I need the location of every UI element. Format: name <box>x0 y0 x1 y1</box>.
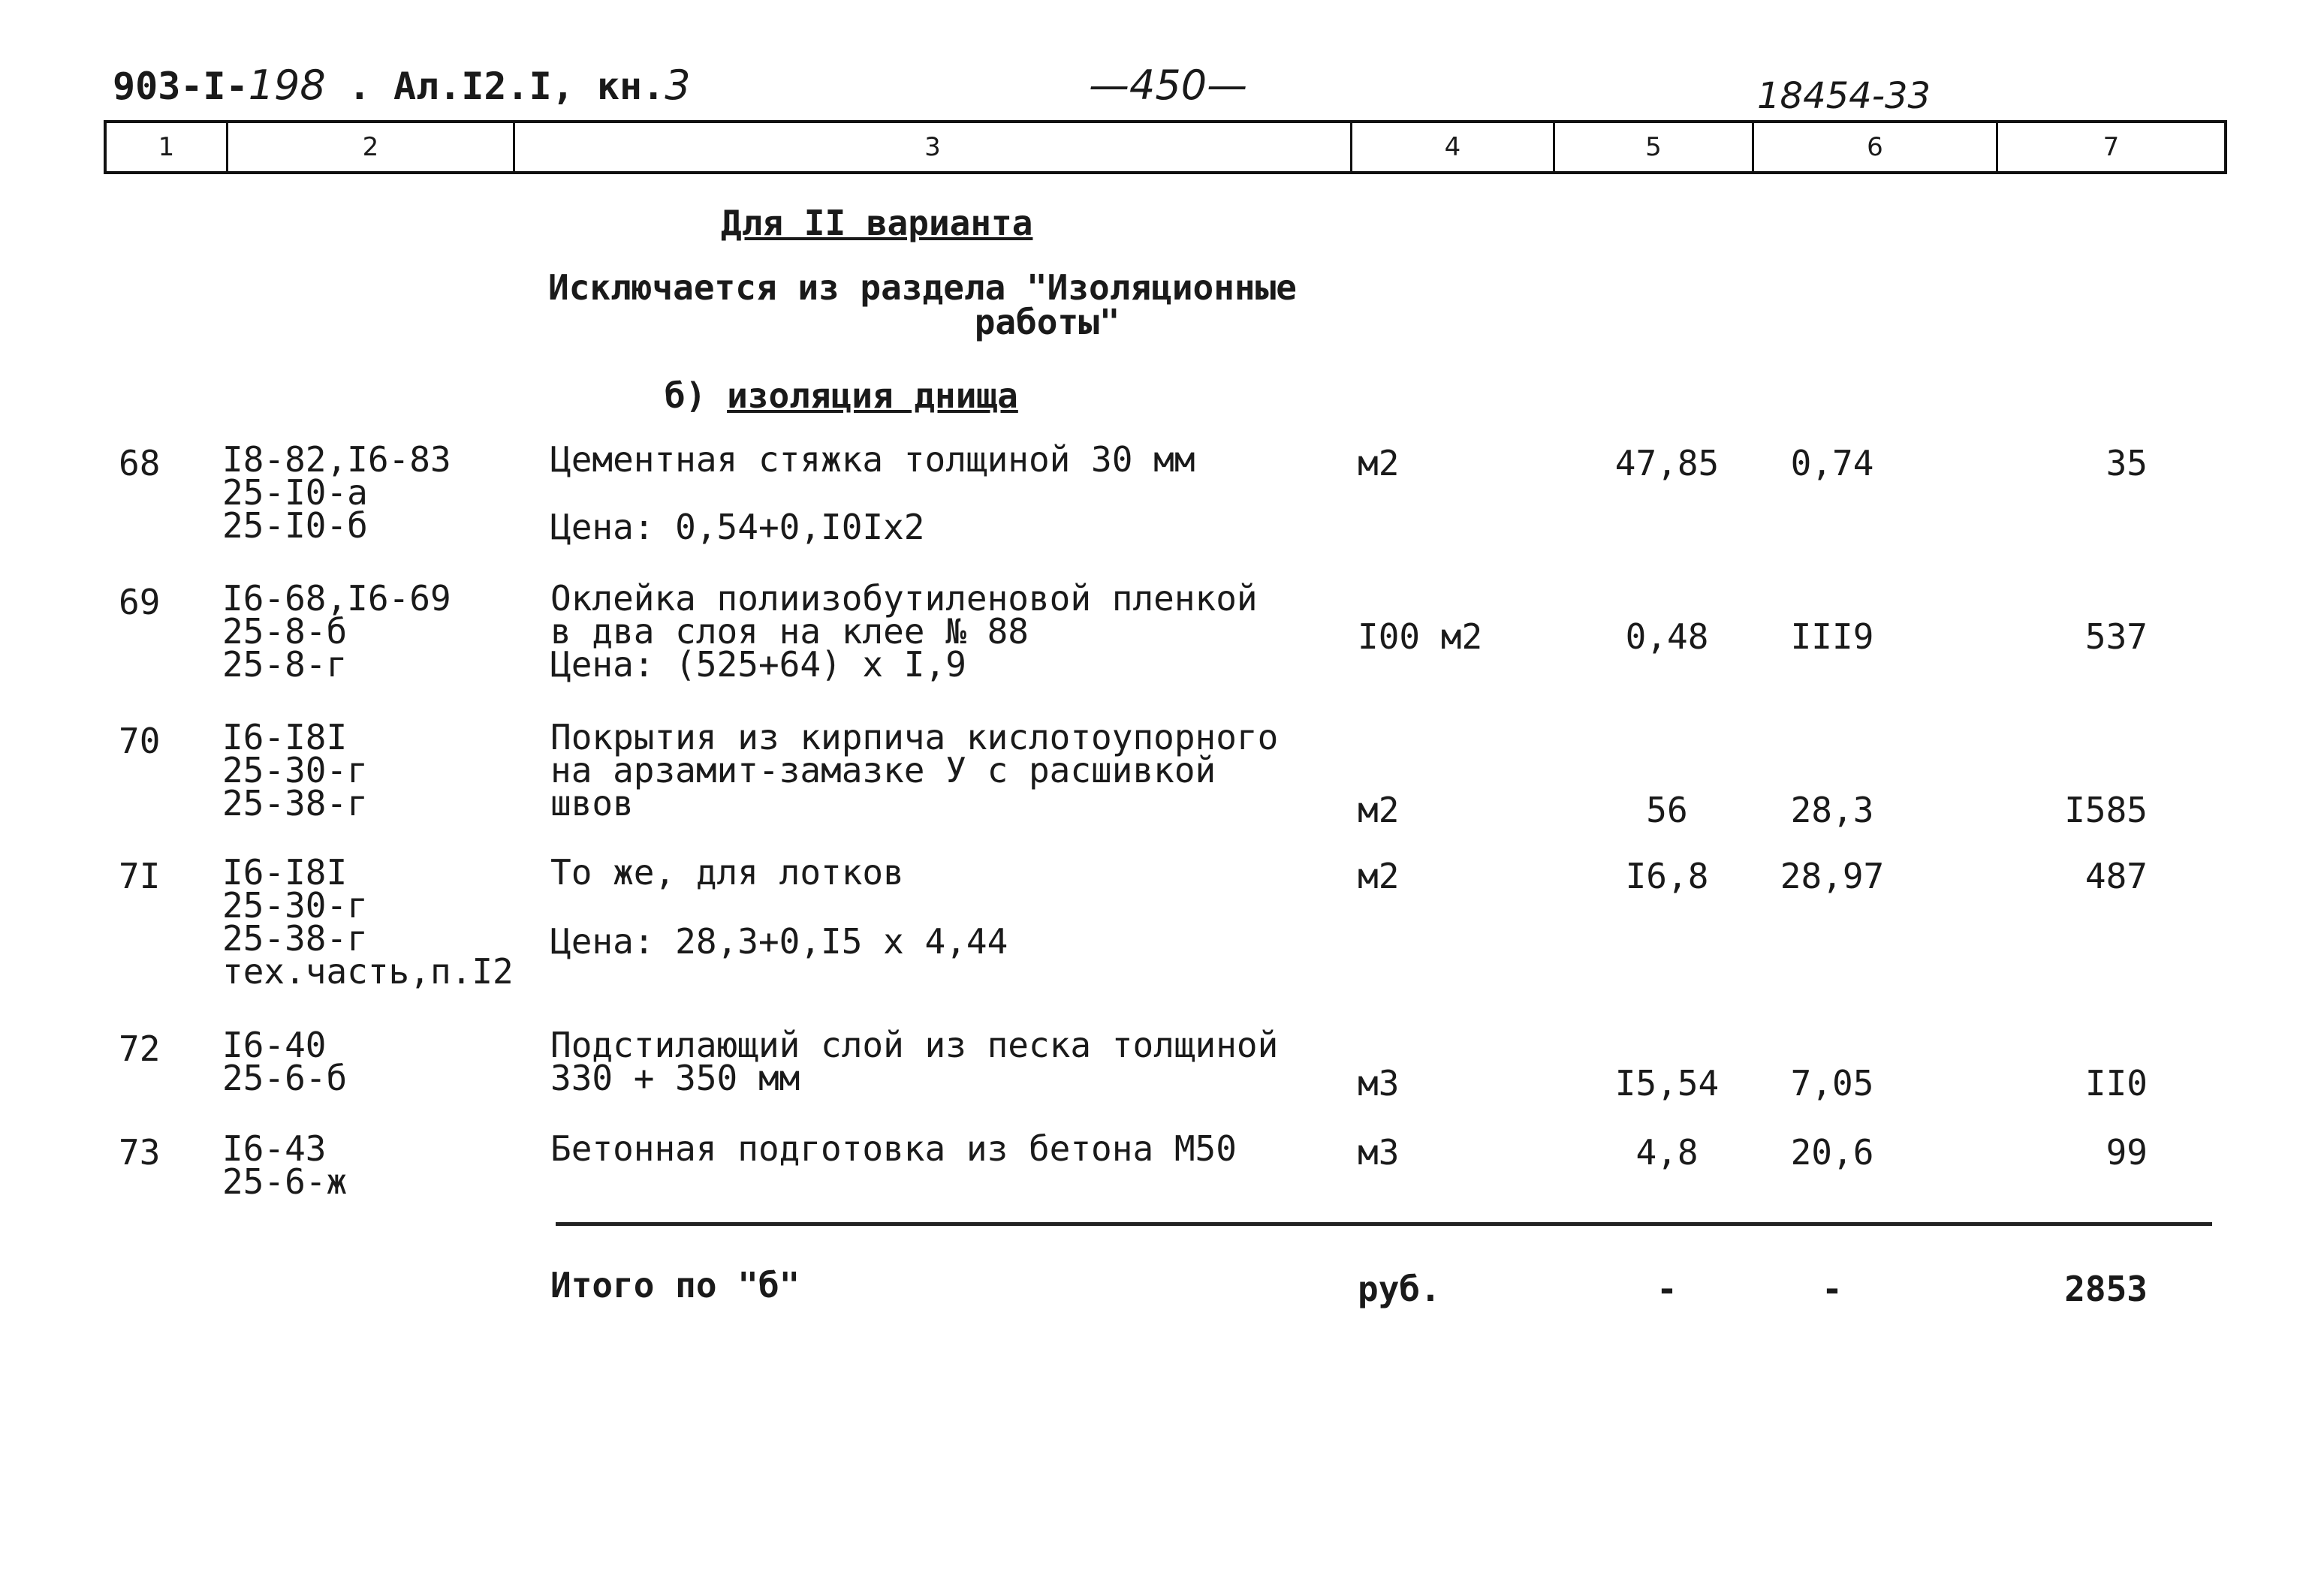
doc-prefix: 903-I- <box>113 65 249 108</box>
row-quantity: 4,8 <box>1635 1132 1699 1173</box>
row-description: Подстилающий слой из песка толщиной 330 + 350 мм <box>550 1025 1279 1098</box>
col-header-3: 3 <box>515 123 1352 171</box>
col-header-1: 1 <box>107 123 228 171</box>
subsection-title <box>665 375 1018 416</box>
subsection-name: изоляция днища <box>727 375 1018 416</box>
row-codes: I6-I8I 25-30-г 25-38-г тех.часть,п.I2 <box>222 852 514 992</box>
total-quantity: - <box>1656 1269 1678 1309</box>
row-number: 7I <box>119 856 161 896</box>
row-codes: I6-68,I6-69 25-8-б 25-8-г <box>222 578 451 685</box>
row-quantity: I6,8 <box>1625 856 1709 896</box>
doc-suffix: . Ал.I2.I, кн. <box>325 65 665 108</box>
total-unit-price: - <box>1822 1269 1843 1309</box>
row-number: 68 <box>119 443 161 483</box>
column-number-bar <box>104 120 2227 174</box>
row-total: II0 <box>2084 1063 2148 1104</box>
row-quantity: I5,54 <box>1614 1063 1720 1104</box>
row-description: Цементная стяжка толщиной 30 мм <box>550 439 1195 480</box>
row-codes: I6-40 25-6-б <box>222 1025 348 1098</box>
document-code <box>113 62 691 109</box>
row-price-note: Цена: 0,54+0,I0Iх2 <box>550 507 925 547</box>
total-unit: руб. <box>1358 1269 1441 1309</box>
row-quantity: 0,48 <box>1625 616 1709 657</box>
row-description: То же, для лотков <box>550 852 904 893</box>
doc-number-handwritten: 198 <box>248 62 326 109</box>
row-unit-price: 7,05 <box>1790 1063 1874 1104</box>
row-number: 73 <box>119 1132 161 1173</box>
col-header-4: 4 <box>1352 123 1555 171</box>
row-description: Бетонная подготовка из бетона М50 <box>550 1128 1237 1169</box>
row-total: 487 <box>2084 856 2148 896</box>
row-description: Оклейка полиизобутиленовой пленкой в два слоя на клее № 88 Цена: (525+64) х I,9 <box>550 578 1258 685</box>
register-number: 18454-33 <box>1757 75 1931 117</box>
row-unit-price: 28,97 <box>1780 856 1885 896</box>
row-description: Покрытия из кирпича кислотоупорного на арзамит-замазке У с расшивкой швов <box>550 717 1279 824</box>
row-unit: м2 <box>1358 790 1400 830</box>
col-header-5: 5 <box>1555 123 1754 171</box>
row-unit: м3 <box>1358 1132 1400 1173</box>
row-total: 99 <box>2106 1132 2148 1173</box>
row-unit: м3 <box>1358 1063 1400 1104</box>
row-unit: м2 <box>1358 443 1400 483</box>
col-header-6: 6 <box>1754 123 1998 171</box>
row-codes: I6-43 25-6-ж <box>222 1128 348 1202</box>
row-unit-price: 20,6 <box>1790 1132 1874 1173</box>
row-quantity: 47,85 <box>1614 443 1720 483</box>
book-number-handwritten: 3 <box>665 62 691 109</box>
row-unit: м2 <box>1358 856 1400 896</box>
row-total: 537 <box>2084 616 2148 657</box>
subsection-prefix: б) <box>665 375 728 416</box>
row-unit-price: 0,74 <box>1790 443 1874 483</box>
page-number: —450— <box>1089 62 1248 109</box>
row-quantity: 56 <box>1646 790 1688 830</box>
col-header-7: 7 <box>2103 132 2120 162</box>
col-header-2: 2 <box>228 123 515 171</box>
total-separator <box>556 1222 2212 1226</box>
total-sum: 2853 <box>2064 1269 2148 1309</box>
row-total: I585 <box>2064 790 2148 830</box>
excluded-note: Исключается из раздела "Изоляционные работы" <box>548 267 1297 342</box>
variant-title: Для II варианта <box>721 203 1033 243</box>
row-number: 70 <box>119 721 161 761</box>
total-label: Итого по "б" <box>550 1265 800 1305</box>
row-unit-price: III9 <box>1790 616 1874 657</box>
row-codes: I6-I8I 25-30-г 25-38-г <box>222 717 368 824</box>
row-price-note: Цена: 28,3+0,I5 х 4,44 <box>550 921 1008 962</box>
row-number: 72 <box>119 1028 161 1069</box>
row-unit-price: 28,3 <box>1790 790 1874 830</box>
row-codes: I8-82,I6-83 25-I0-а 25-I0-б <box>222 439 451 546</box>
row-unit: I00 м2 <box>1358 616 1483 657</box>
row-number: 69 <box>119 582 161 622</box>
row-total: 35 <box>2106 443 2148 483</box>
